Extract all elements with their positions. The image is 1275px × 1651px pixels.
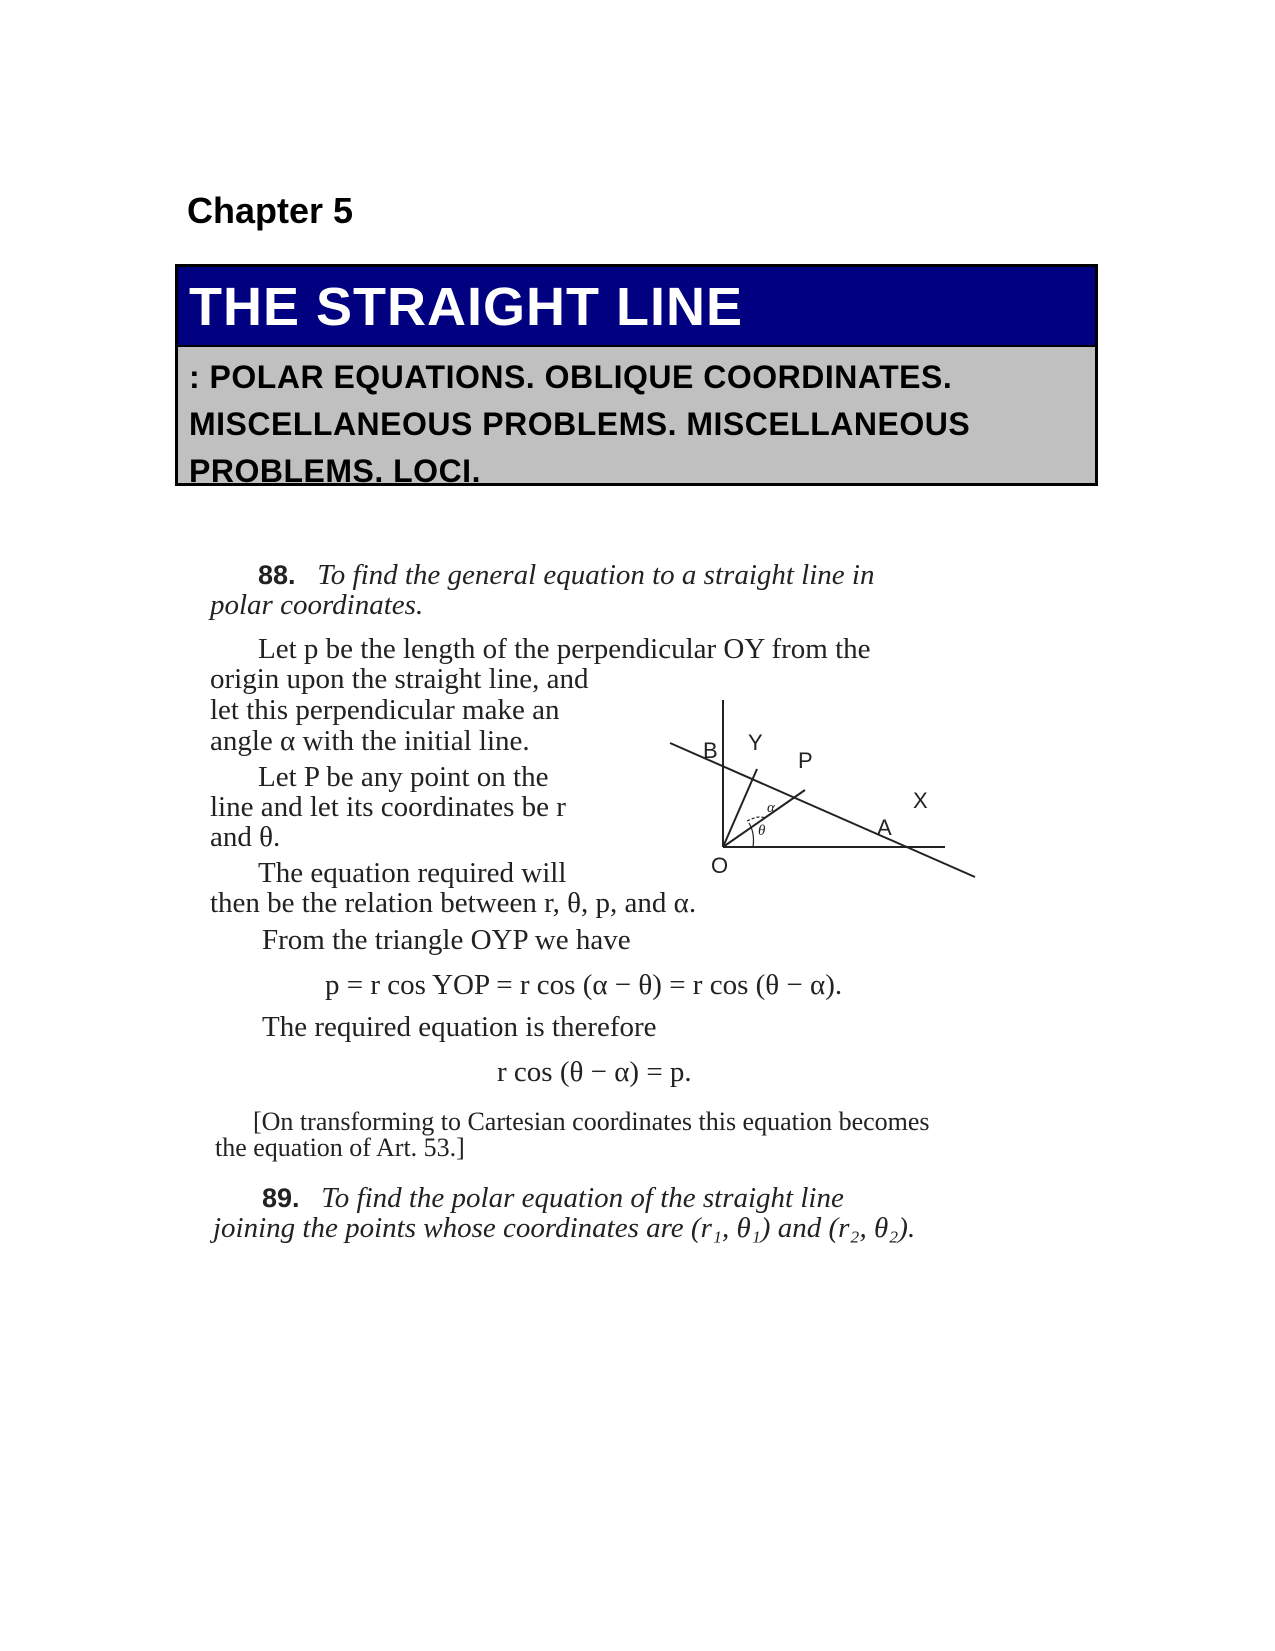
label-a: A [877,815,892,840]
chapter-title: THE STRAIGHT LINE [189,277,743,337]
art88-number: 88. [258,560,296,590]
art88-p1-line2: origin upon the straight line, and [210,663,589,695]
art89-number: 89. [262,1183,300,1213]
subtitle-line: : POLAR EQUATIONS. OBLIQUE COORDINATES. [189,359,953,395]
art88-note-line2: the equation of Art. 53.] [215,1133,465,1162]
art88-p2-line2: line and let its coordinates be r [210,791,566,823]
art88-p3-line1: The equation required will [258,857,567,889]
art89-heading-line1 [262,1183,844,1214]
art88-p2-line3: and θ. [210,821,281,853]
art88-p3-line2: then be the relation between r, θ, p, and α. [210,887,697,919]
art89-heading: To find the polar equation of the straight line [321,1182,844,1214]
art88-p5: The required equation is therefore [262,1011,657,1043]
chapter-subtitle [178,347,1095,495]
label-o: O [711,853,729,878]
label-b: B [703,738,718,763]
polar-line-diagram [665,695,985,880]
art88-heading-line2: polar coordinates. [210,589,424,621]
art88-note-line1: [On transforming to Cartesian coordinates this equation becomes [253,1107,930,1136]
art88-p2-line1: Let P be any point on the [258,761,549,793]
label-p: P [798,748,813,773]
subtitle-line: MISCELLANEOUS PROBLEMS. MISCELLANEOUS [189,406,971,442]
art89-heading-line2: joining the points whose coordinates are (r₁, θ₁) and (r₂, θ₂). [213,1212,916,1244]
art88-p1-line1: Let p be the length of the perpendicular OY from the [258,633,871,665]
subtitle-line: PROBLEMS. LOCI. [189,453,481,489]
art88-p1-line4: angle α with the initial line. [210,725,530,757]
art88-equation-2: r cos (θ − α) = p. [497,1056,692,1088]
label-theta: θ [758,823,766,839]
label-x: X [913,788,928,813]
title-band [178,267,1095,347]
art88-p4: From the triangle OYP we have [262,924,631,956]
art88-p1-line3: let this perpendicular make an [210,694,560,726]
label-alpha: α [767,800,775,816]
art88-heading: To find the general equation to a straight line in [317,559,875,591]
art88-equation-1: p = r cos YOP = r cos (α − θ) = r cos (θ − α). [325,969,843,1001]
art88-heading-line1 [258,560,874,591]
label-y: Y [748,730,763,755]
chapter-title-box [175,264,1098,489]
chapter-label: Chapter 5 [187,190,354,231]
